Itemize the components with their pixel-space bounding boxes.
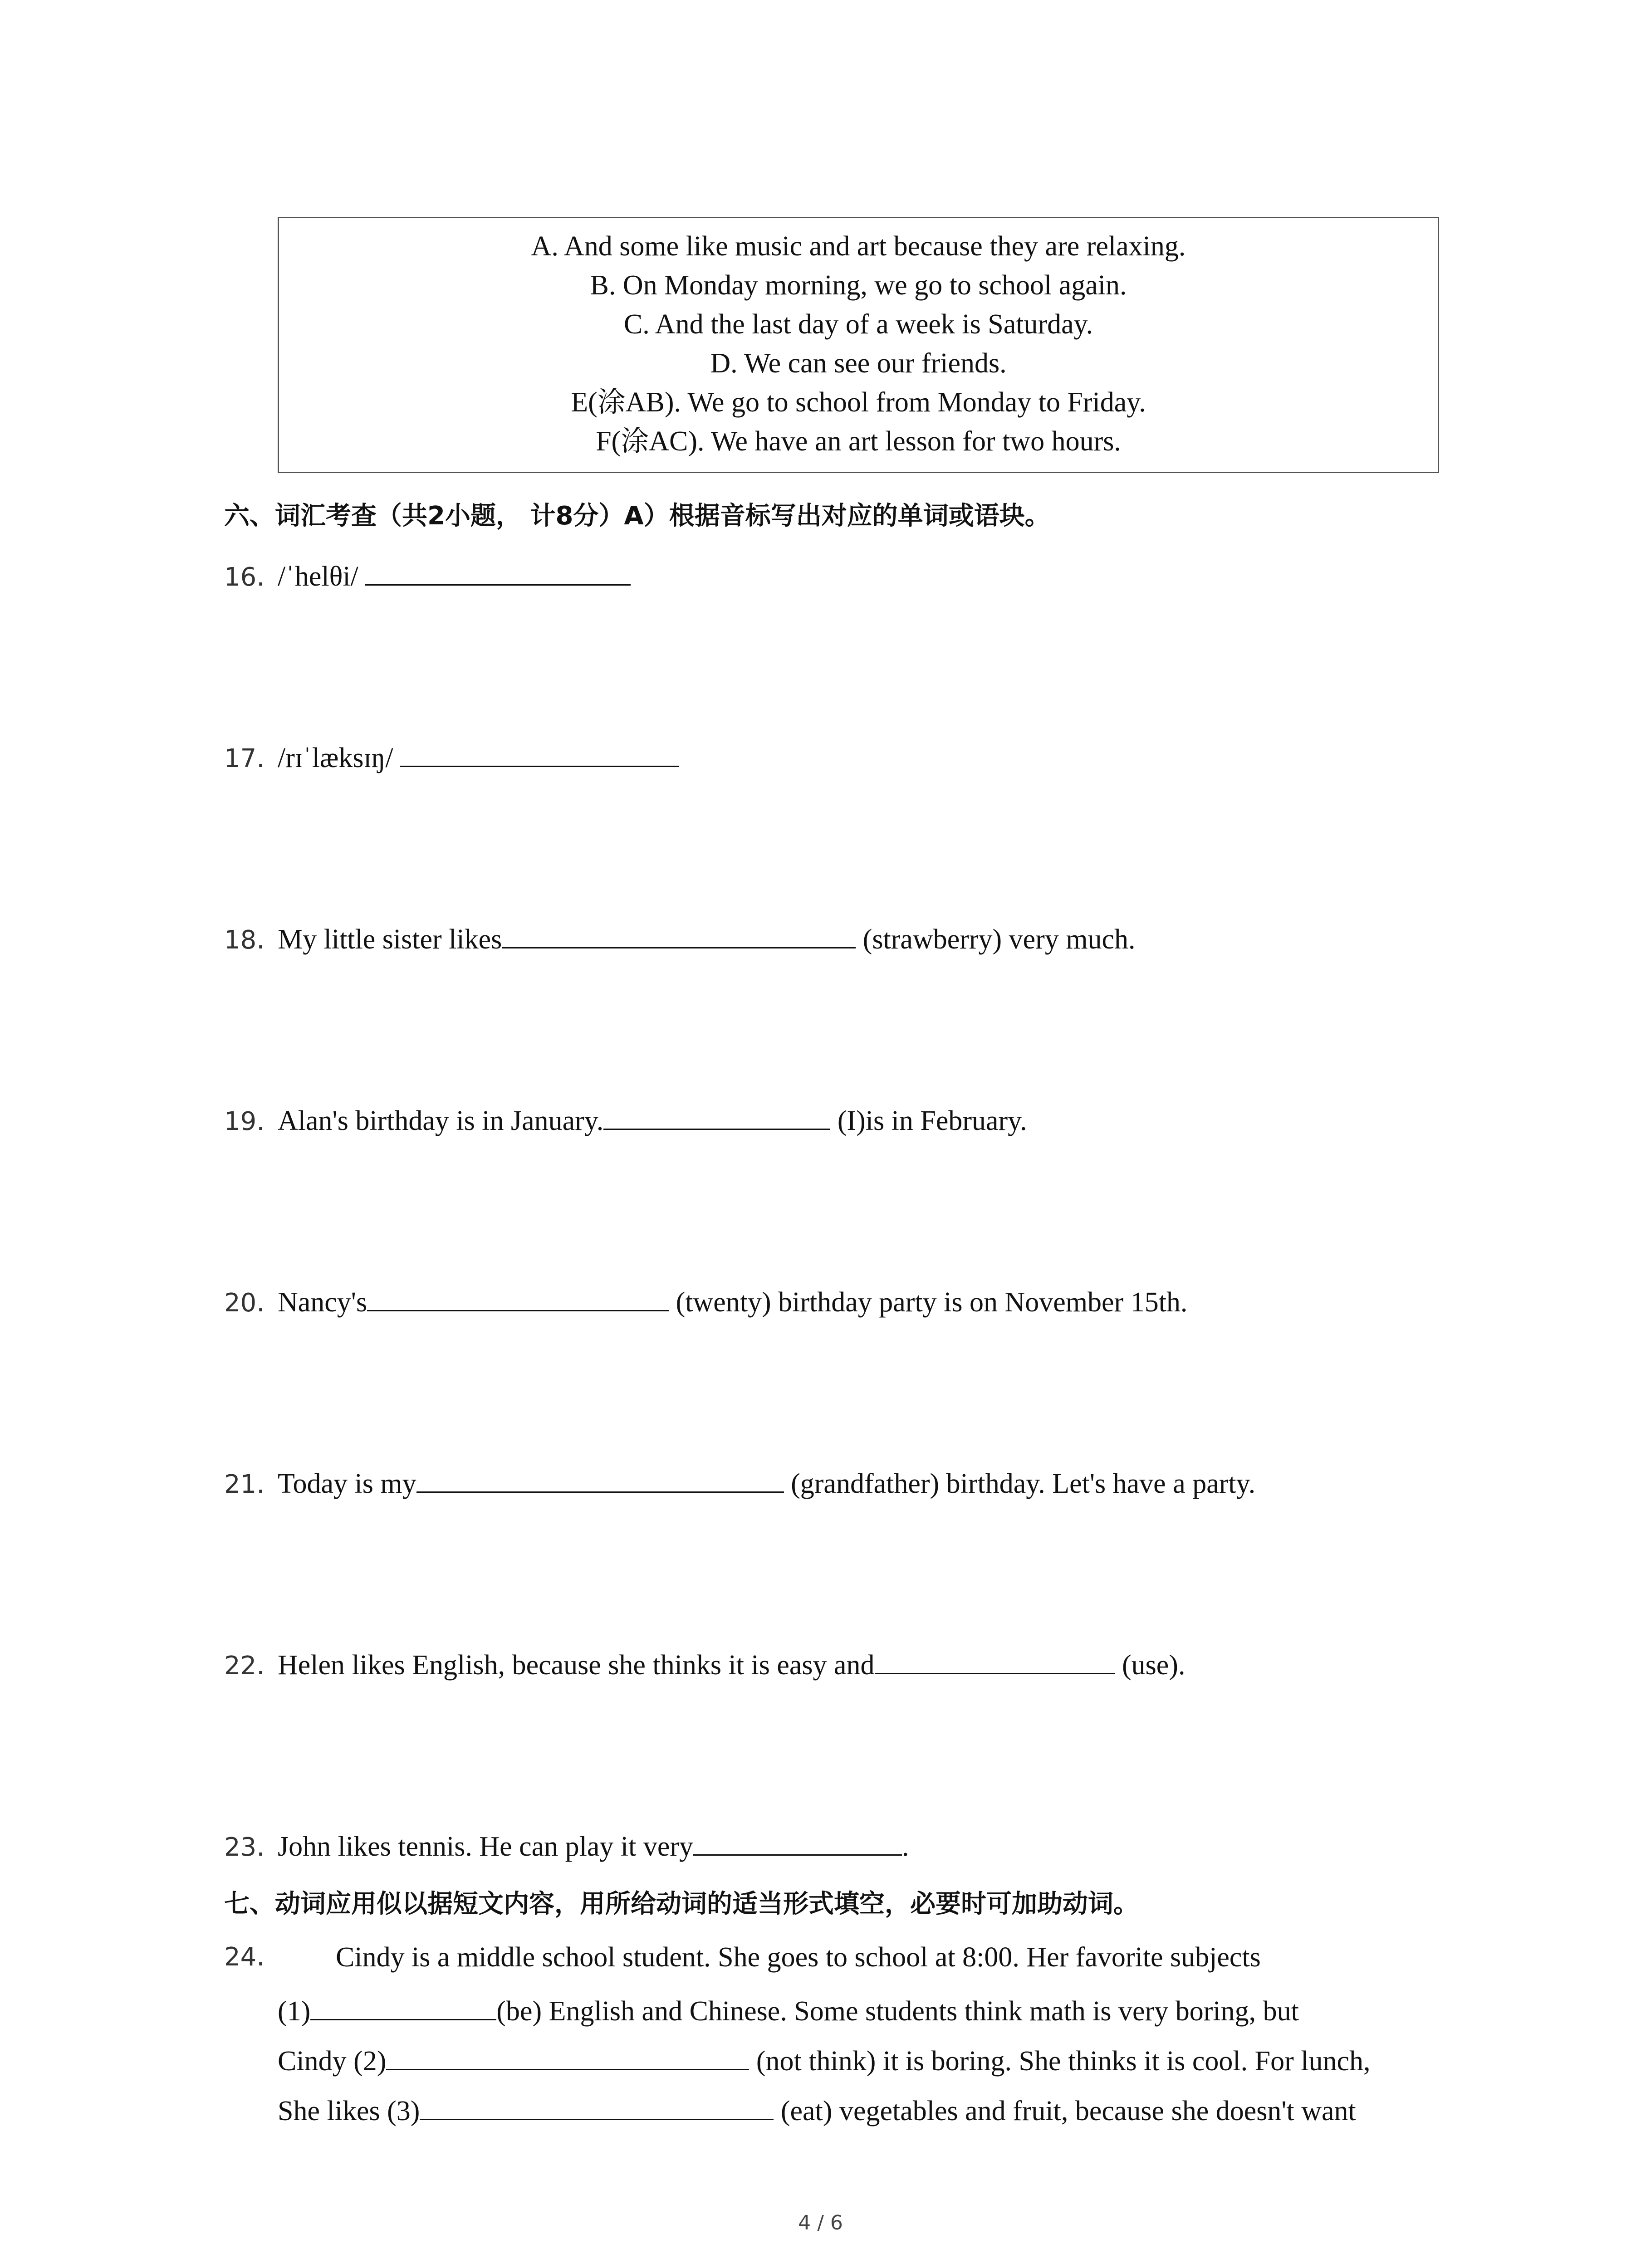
- section-6-heading: 六、词汇考查（共2小题， 计8分）A）根据音标写出对应的单词或语块。: [224, 501, 1050, 531]
- answer-blank[interactable]: [400, 736, 679, 767]
- question-text-before: Nancy's: [278, 1287, 367, 1318]
- option-f: F(涂AC). We have an art lesson for two hours.: [596, 426, 1121, 457]
- question-23: [224, 1824, 909, 1866]
- passage-text: (be) English and Chinese. Some students think math is very boring, but: [496, 1996, 1299, 2027]
- option-c: C. And the last day of a week is Saturday.: [623, 309, 1093, 340]
- option-b: B. On Monday morning, we go to school again.: [590, 270, 1127, 301]
- question-17: [224, 736, 679, 777]
- question-text-after: (I)is in February.: [830, 1105, 1027, 1136]
- question-text-after: (grandfather) birthday. Let's have a party.: [784, 1468, 1256, 1499]
- question-16: [224, 554, 631, 596]
- options-box: [278, 217, 1439, 473]
- passage-text: (not think) it is boring. She thinks it is cool. For lunch,: [749, 2046, 1371, 2077]
- question-text-after: .: [902, 1831, 909, 1862]
- question-20: [224, 1280, 1187, 1321]
- question-text: /ˈhelθi/: [278, 561, 366, 592]
- question-18: [224, 917, 1136, 958]
- page-number: 4 / 6: [798, 2211, 843, 2234]
- question-text-after: (strawberry) very much.: [856, 924, 1136, 955]
- answer-blank[interactable]: [365, 554, 631, 586]
- answer-blank[interactable]: [416, 1461, 784, 1493]
- question-number: 22.: [224, 1651, 265, 1681]
- question-number: 18.: [224, 925, 265, 955]
- question-number: 21.: [224, 1470, 265, 1499]
- question-21: [224, 1461, 1255, 1503]
- passage-line-2: [278, 1989, 1299, 2029]
- answer-blank[interactable]: [875, 1643, 1115, 1674]
- option-d: D. We can see our friends.: [710, 348, 1007, 379]
- answer-blank[interactable]: [603, 1099, 830, 1130]
- answer-blank-1[interactable]: [310, 1989, 496, 2020]
- option-a: A. And some like music and art because they are relaxing.: [531, 231, 1186, 262]
- question-number: 17.: [224, 744, 265, 773]
- passage-text: (eat) vegetables and fruit, because she doesn't want: [774, 2096, 1356, 2126]
- passage-line-4: [278, 2089, 1356, 2129]
- passage-line-3: [278, 2039, 1371, 2079]
- answer-blank-2[interactable]: [386, 2039, 749, 2070]
- question-24-number: 24.: [224, 1942, 265, 1972]
- question-number: 23.: [224, 1833, 265, 1862]
- passage-line-1: Cindy is a middle school student. She goes to school at 8:00. Her favorite subjects: [336, 1942, 1261, 1973]
- question-text-before: Alan's birthday is in January.: [278, 1105, 604, 1136]
- question-number: 19.: [224, 1107, 265, 1136]
- question-text-before: My little sister likes: [278, 924, 502, 955]
- question-text-before: John likes tennis. He can play it very: [278, 1831, 694, 1862]
- question-text-after: (use).: [1115, 1650, 1185, 1681]
- question-text-before: Today is my: [278, 1468, 416, 1499]
- question-text: /rɪˈlæksɪŋ/: [278, 743, 401, 773]
- question-22: [224, 1643, 1185, 1684]
- blank-label-3: She likes (3): [278, 2096, 420, 2126]
- blank-label-2: Cindy (2): [278, 2046, 387, 2077]
- question-number: 16.: [224, 562, 265, 592]
- blank-label-1: (1): [278, 1996, 311, 2027]
- option-e: E(涂AB). We go to school from Monday to Friday.: [571, 387, 1146, 418]
- answer-blank-3[interactable]: [420, 2089, 774, 2120]
- question-text-before: Helen likes English, because she thinks it is easy and: [278, 1650, 875, 1681]
- question-19: [224, 1099, 1027, 1140]
- section-7-heading: 七、动词应用似以据短文内容，用所给动词的适当形式填空，必要时可加助动词。: [224, 1889, 1139, 1919]
- answer-blank[interactable]: [367, 1280, 669, 1311]
- question-text-after: (twenty) birthday party is on November 15th.: [669, 1287, 1188, 1318]
- answer-blank[interactable]: [502, 917, 856, 948]
- question-number: 20.: [224, 1288, 265, 1318]
- answer-blank[interactable]: [693, 1824, 902, 1856]
